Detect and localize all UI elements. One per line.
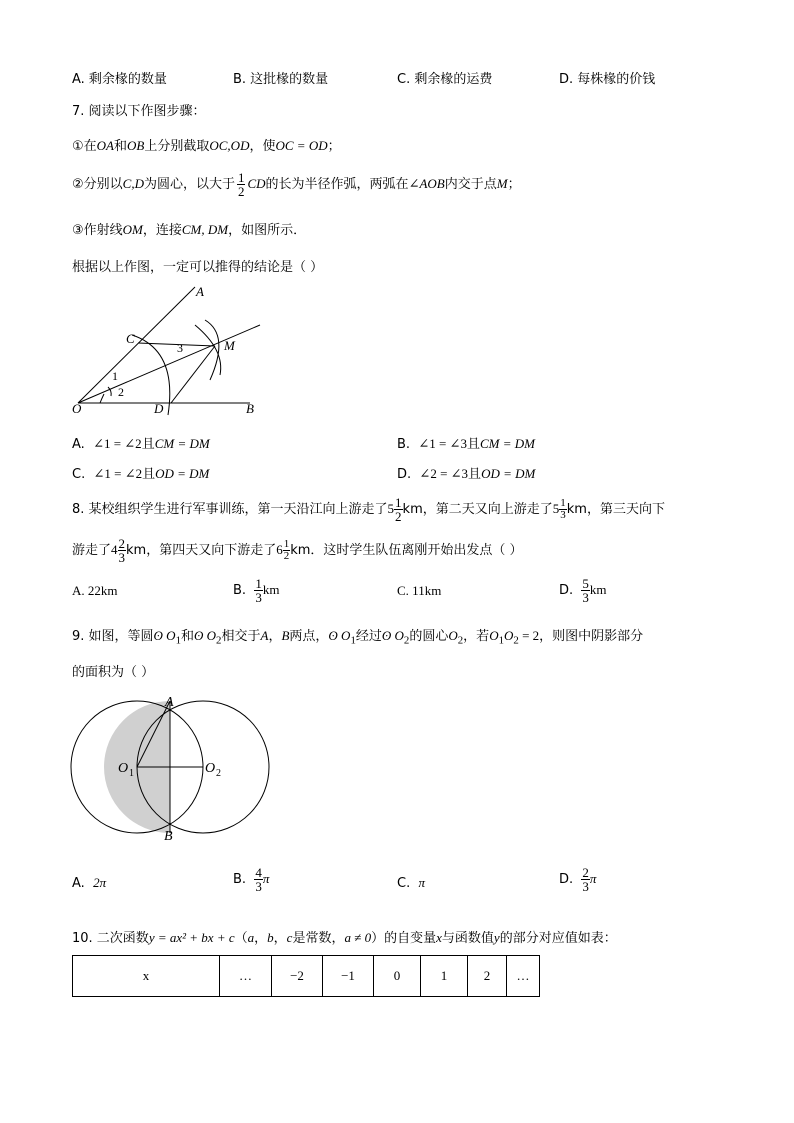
label-a: A [165, 695, 174, 710]
q9-figure [66, 690, 276, 845]
label-b: B [246, 401, 254, 416]
label-o1: O [118, 761, 129, 776]
q7-figure [60, 280, 280, 420]
table-row [73, 956, 540, 997]
q7-step2: ②分别以C,D为圆心，以大于 $\frac{1}{2}$ CD的长为半径作弧，两弧在∠AOB内交于点M； [72, 170, 521, 199]
label-m: M [224, 338, 235, 353]
q8-option-c: C. 11km [397, 583, 442, 598]
q6-option-c: C. 剩余椽的运费 [397, 72, 493, 87]
label-a: A [196, 284, 204, 299]
table-cell: −1 [323, 956, 374, 997]
label-o2: O [205, 761, 216, 776]
q9-option-d: D. $\frac{2}{3}$ π [559, 865, 597, 894]
q7-step1: ①在OA和OB上分别截取OC,OD，使OC = OD； [72, 138, 341, 154]
q9-option-b: B. $\frac{4}{3}$ π [233, 865, 270, 894]
label-o: O [72, 401, 82, 416]
q7-step3: ③作射线OM，连接CM, DM，如图所示． [72, 222, 307, 238]
label-angle-3: 3 [177, 341, 183, 355]
value-table [72, 955, 540, 997]
angle-arc-1 [108, 387, 111, 396]
q7-option-a: A. ∠1 = ∠2且CM = DM [72, 436, 210, 452]
q9-option-a: A. 2π [72, 875, 107, 891]
angle-arc-2 [100, 394, 104, 403]
q7-question: 根据以上作图，一定可以推得的结论是（ ） [72, 260, 324, 275]
q8-line1: 8. 某校组织学生进行军事训练，第一天沿江向上游走了5 $\frac{1}{2}$ km，第二天又向上游走了5 $\frac{1}{3}$ km，第三天向下 [72, 495, 665, 524]
q6-option-d: D. 每株椽的价钱 [559, 72, 656, 87]
table-cell: … [507, 956, 540, 997]
q9-line2: 的面积为（ ） [72, 665, 155, 680]
table-cell: 0 [374, 956, 421, 997]
q10-line1: 10. 二次函数y = ax² + bx + c（a，b，c是常数，a ≠ 0）的自变量x与函数值y的部分对应值如表： [72, 930, 617, 946]
label-o1-sub: 1 [129, 768, 134, 779]
q9-line1: 9. 如图，等圆ʘ $O_1$和ʘ $O_2$相交于A，B两点，ʘ $O_1$经过ʘ $O_2$的圆心$O_2$，若$O_1O_2 = 2$，则图中阴影部分 [72, 628, 644, 647]
q6-option-a: A. 剩余椽的数量 [72, 72, 167, 87]
q8-option-b: B. $\frac{1}{3}$ km [233, 576, 280, 605]
label-angle-1: 1 [112, 369, 118, 383]
q8-option-d: D. $\frac{5}{3}$ km [559, 576, 607, 605]
label-d: D [154, 401, 164, 416]
q7-option-b: B. ∠1 = ∠3且CM = DM [397, 436, 535, 452]
q7-option-c: C. ∠1 = ∠2且OD = DM [72, 466, 210, 482]
ray-om [78, 325, 260, 403]
label-c: C [126, 331, 135, 346]
q9-option-c: C. π [397, 875, 425, 891]
table-cell: … [220, 956, 272, 997]
q8-line2: 游走了4 $\frac{2}{3}$ km，第四天又向下游走了6 $\frac{1}{2}$ km．这时学生队伍离刚开始出发点（ ） [72, 536, 523, 565]
table-header-x: x [73, 956, 220, 997]
table-cell: −2 [272, 956, 323, 997]
q7-title: 7. 阅读以下作图步骤： [72, 104, 206, 119]
label-angle-2: 2 [118, 385, 124, 399]
table-cell: 1 [421, 956, 468, 997]
q8-option-a: A. 22km [72, 583, 118, 598]
q6-option-b: B. 这批椽的数量 [233, 72, 329, 87]
label-o2-sub: 2 [216, 768, 221, 779]
label-b: B [164, 829, 173, 844]
table-cell: 2 [468, 956, 507, 997]
q7-option-d: D. ∠2 = ∠3且OD = DM [397, 466, 536, 482]
